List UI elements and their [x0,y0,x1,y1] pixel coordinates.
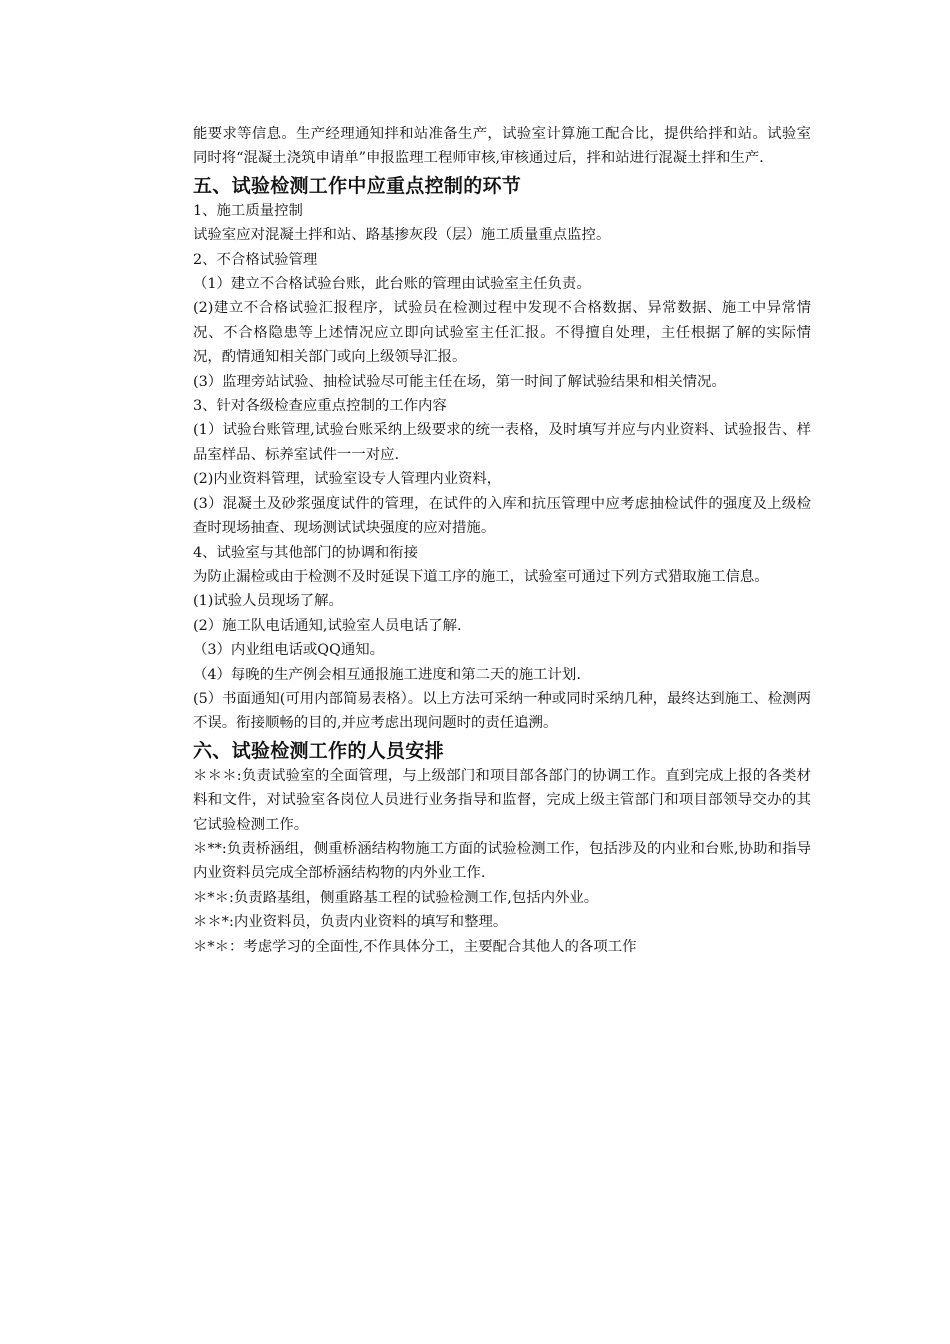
s5-item-2-title: 2、不合格试验管理 [193,251,318,268]
section-6-heading: 六、试验检测工作的人员安排 [193,739,444,762]
s5-item-4-sub-4: （4）每晚的生产例会相互通报施工进度和第二天的施工计划. [193,666,581,683]
intro-paragraph: 能要求等信息。生产经理通知拌和站准备生产，试验室计算施工配合比，提供给拌和站。试验室同时将“混凝土浇筑申请单”申报监理工程师审核,审核通过后，拌和站进行混凝土拌和生产. [193,126,811,167]
s5-item-4-sub-1: (1)试验人员现场了解。 [193,593,343,610]
s5-item-3-sub-3: (3）混凝土及砂浆强度试件的管理，在试件的入库和抗压管理中应考虑抽检试件的强度及上级检查时现场抽查、现场测试试块强度的应对措施。 [193,495,811,537]
s5-item-3-sub-1: (1）试验台账管理,试验台账采纳上级要求的统一表格，及时填写并应与内业资料、试验报告、样品室样品、标养室试件一一对应. [193,422,811,463]
s5-item-3-title: 3、针对各级检查应重点控制的工作内容 [193,398,447,415]
s6-person-3: ＊*＊:负责路基组，侧重路基工程的试验检测工作,包括内外业。 [193,889,599,906]
s5-item-2-sub-3: (3）监理旁站试验、抽检试验尽可能主任在场，第一时间了解试验结果和相关情况。 [193,373,726,390]
section-5-heading: 五、试验检测工作中应重点控制的环节 [193,174,522,197]
s5-item-2-sub-1: （1）建立不合格试验台账，此台账的管理由试验室主任负责。 [193,276,591,293]
s5-item-4-sub-3: （3）内业组电话或QQ通知。 [193,642,385,659]
s5-item-4-title: 4、试验室与其他部门的协调和衔接 [193,544,419,561]
s5-item-4-text: 为防止漏检或由于检测不及时延误下道工序的施工，试验室可通过下列方式猎取施工信息。 [193,568,769,585]
document-body [193,122,811,959]
s5-item-2-sub-2: (2)建立不合格试验汇报程序，试验员在检测过程中发现不合格数据、异常数据、施工中异常情况、不合格隐患等上述情况应立即向试验室主任汇报。不得擅自处理，主任根据了解的实际情况，酌情通知相关部门或向上级领导汇报。 [193,300,811,366]
s5-item-1-text: 试验室应对混凝土拌和站、路基掺灰段（层）施工质量重点监控。 [193,227,611,244]
s5-item-4-sub-2: (2）施工队电话通知,试验室人员电话了解. [193,617,462,634]
s5-item-3-sub-2: (2)内业资料管理，试验室设专人管理内业资料， [193,471,502,488]
s5-item-4-sub-5: (5）书面通知(可用内部简易表格）。以上方法可采纳一种或同时采纳几种，最终达到施工、检测两不误。衔接顺畅的目的,并应考虑出现问题时的责任追溯。 [193,690,811,732]
s6-person-1: ＊＊＊:负责试验室的全面管理，与上级部门和项目部各部门的协调工作。直到完成上报的各类材料和文件，对试验室各岗位人员进行业务指导和监督，完成上级主管部门和项目部领导交办的其它试验检测工作。 [193,767,811,833]
s5-item-1-title: 1、施工质量控制 [193,202,303,219]
s6-person-4: ＊＊*:内业资料员，负责内业资料的填写和整理。 [193,914,508,931]
s6-person-5: ＊*＊：考虑学习的全面性,不作具体分工，主要配合其他人的各项工作 [193,938,637,955]
s6-person-2: ＊**:负责桥涵组，侧重桥涵结构物施工方面的试验检测工作，包括涉及的内业和台账,协助和指导内业资料员完成全部桥涵结构物的内外业工作. [193,840,811,882]
